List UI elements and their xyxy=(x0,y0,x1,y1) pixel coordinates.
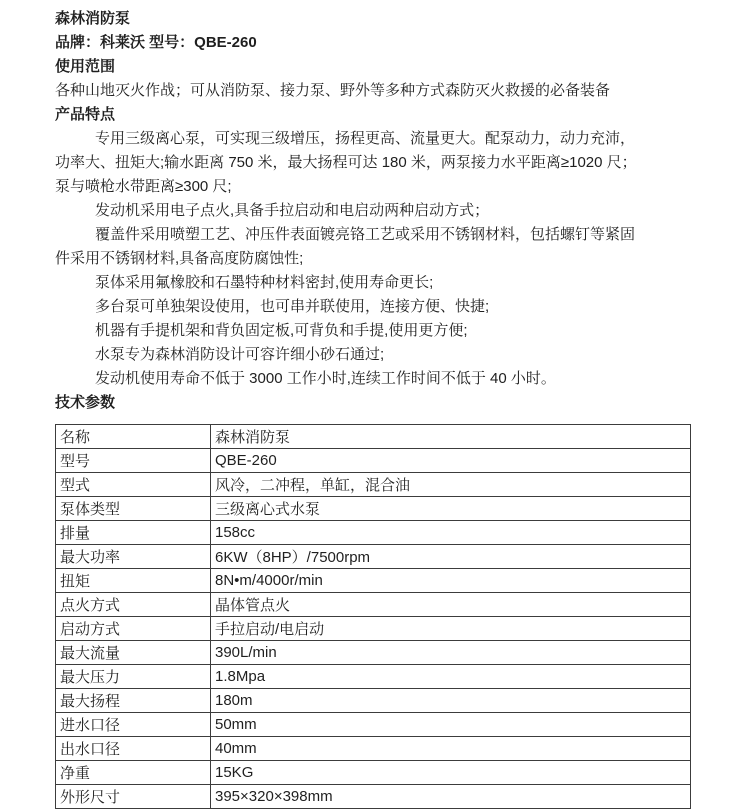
table-row xyxy=(56,617,691,641)
feature-line: 功率大、扭矩大;输水距离 750 米，最大扬程可达 180 米，两泵接力水平距离≥1020 尺； xyxy=(55,154,637,171)
spec-value: 50mm xyxy=(211,713,691,737)
table-row xyxy=(56,641,691,665)
spec-label: 排量 xyxy=(56,521,211,545)
spec-label: 最大功率 xyxy=(56,545,211,569)
specs-heading: 技术参数 xyxy=(55,394,116,411)
spec-label: 启动方式 xyxy=(56,617,211,641)
spec-label: 扭矩 xyxy=(56,569,211,593)
table-row xyxy=(56,593,691,617)
page-title: 森林消防泵 xyxy=(55,10,131,27)
feature-line: 发动机采用电子点火,具备手拉启动和电启动两种启动方式； xyxy=(95,202,490,219)
table-row xyxy=(56,545,691,569)
spec-label: 最大扬程 xyxy=(56,689,211,713)
table-row xyxy=(56,689,691,713)
table-row xyxy=(56,497,691,521)
feature-line: 覆盖件采用喷塑工艺、冲压件表面镀亮铬工艺或采用不锈钢材料，包括螺钉等紧固 xyxy=(95,226,636,243)
spec-label: 型号 xyxy=(56,449,211,473)
brand-model-line: 品牌：科莱沃 型号：QBE-260 xyxy=(55,34,257,51)
spec-label: 外形尺寸 xyxy=(56,785,211,809)
table-row xyxy=(56,761,691,785)
table-row xyxy=(56,473,691,497)
spec-value: 180m xyxy=(211,689,691,713)
table-row xyxy=(56,569,691,593)
spec-value: 6KW（8HP）/7500rpm xyxy=(211,545,691,569)
spec-value: 风冷，二冲程，单缸，混合油 xyxy=(211,473,691,497)
features-heading: 产品特点 xyxy=(55,106,116,123)
spec-value: 395×320×398mm xyxy=(211,785,691,809)
feature-line: 件采用不锈钢材料,具备高度防腐蚀性; xyxy=(55,250,304,267)
spec-value: 森林消防泵 xyxy=(211,425,691,449)
spec-value: 158cc xyxy=(211,521,691,545)
spec-value: 40mm xyxy=(211,737,691,761)
spec-value: QBE-260 xyxy=(211,449,691,473)
feature-line: 泵与喷枪水带距离≥300 尺; xyxy=(55,178,232,195)
spec-label: 最大压力 xyxy=(56,665,211,689)
usage-text: 各种山地灭火作战；可从消防泵、接力泵、野外等多种方式森防灭火救援的必备装备 xyxy=(55,82,611,99)
spec-value: 手拉启动/电启动 xyxy=(211,617,691,641)
usage-heading: 使用范围 xyxy=(55,58,116,75)
table-row xyxy=(56,521,691,545)
spec-label: 进水口径 xyxy=(56,713,211,737)
spec-value: 晶体管点火 xyxy=(211,593,691,617)
spec-value: 8N•m/4000r/min xyxy=(211,569,691,593)
table-row xyxy=(56,785,691,809)
spec-label: 泵体类型 xyxy=(56,497,211,521)
table-row xyxy=(56,737,691,761)
spec-label: 名称 xyxy=(56,425,211,449)
table-row xyxy=(56,449,691,473)
spec-value: 1.8Mpa xyxy=(211,665,691,689)
feature-line: 机器有手提机架和背负固定板,可背负和手提,使用更方便; xyxy=(95,322,468,339)
feature-line: 多台泵可单独架设使用，也可串并联使用，连接方便、快捷; xyxy=(95,298,490,315)
feature-line: 发动机使用寿命不低于 3000 工作小时,连续工作时间不低于 40 小时。 xyxy=(95,370,556,387)
feature-line: 专用三级离心泵，可实现三级增压，扬程更高、流量更大。配泵动力，动力充沛， xyxy=(95,130,636,147)
table-row xyxy=(56,425,691,449)
specs-table xyxy=(55,424,691,809)
spec-value: 15KG xyxy=(211,761,691,785)
spec-label: 最大流量 xyxy=(56,641,211,665)
spec-value: 三级离心式水泵 xyxy=(211,497,691,521)
spec-label: 点火方式 xyxy=(56,593,211,617)
spec-label: 净重 xyxy=(56,761,211,785)
spec-label: 出水口径 xyxy=(56,737,211,761)
table-row xyxy=(56,665,691,689)
spec-label: 型式 xyxy=(56,473,211,497)
spec-value: 390L/min xyxy=(211,641,691,665)
table-row xyxy=(56,713,691,737)
feature-line: 水泵专为森林消防设计可容许细小砂石通过; xyxy=(95,346,385,363)
feature-line: 泵体采用氟橡胶和石墨特种材料密封,使用寿命更长; xyxy=(95,274,434,291)
